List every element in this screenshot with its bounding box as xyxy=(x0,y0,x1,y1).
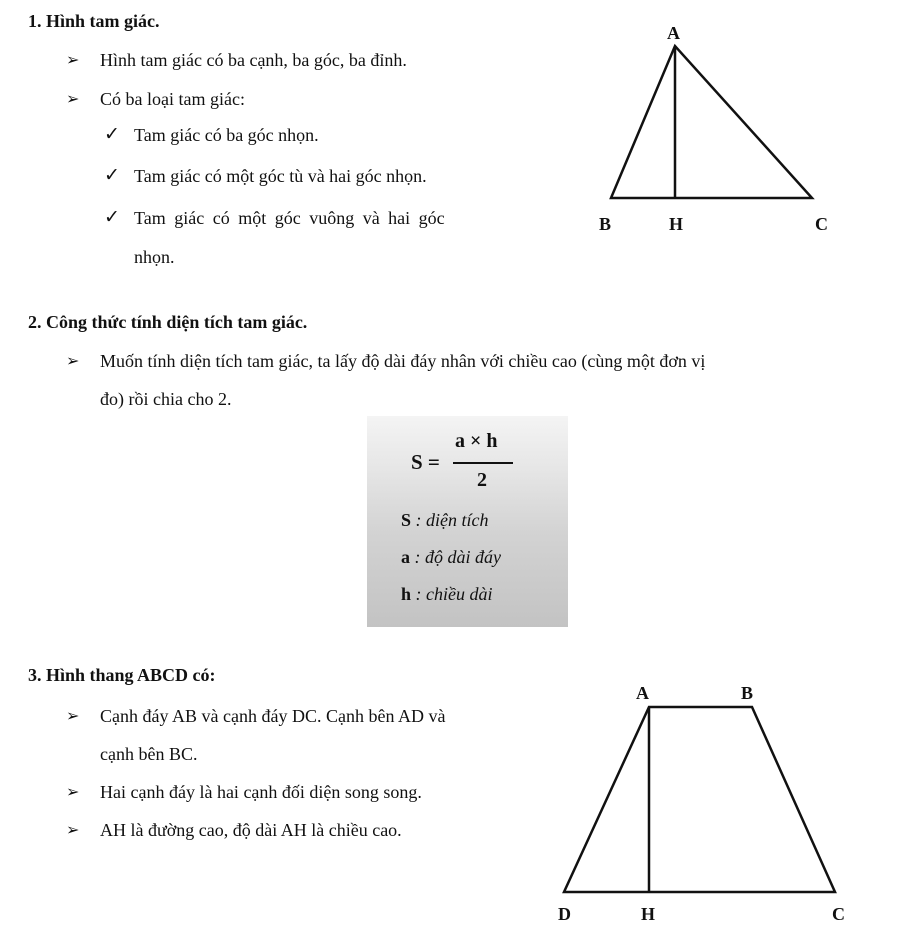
vertex-label-c: C xyxy=(815,214,828,234)
right-triangle-text-line1: Tam giác có một góc vuông và hai góc xyxy=(134,208,445,228)
trapezoid-diagram xyxy=(545,680,875,925)
arrow-bullet-icon: ➢ xyxy=(66,708,80,725)
vertex-label-h: H xyxy=(641,904,656,924)
arrow-bullet-icon: ➢ xyxy=(66,353,80,370)
obtuse-triangle-text: Tam giác có một góc tù và hai góc nhọn. xyxy=(134,166,427,186)
section-3-heading: 3. Hình thang ABCD có: xyxy=(28,665,216,685)
triangle-types-text: Có ba loại tam giác: xyxy=(100,89,245,109)
symbol-h: h xyxy=(401,584,412,604)
vertex-label-c: C xyxy=(832,904,845,924)
triangle-sides-text: Hình tam giác có ba cạnh, ba góc, ba đỉnh. xyxy=(100,50,407,70)
check-icon: ✓ xyxy=(104,207,120,228)
right-triangle-text-line2: nhọn. xyxy=(134,247,175,267)
check-icon: ✓ xyxy=(104,124,120,145)
legend-s xyxy=(401,510,489,531)
legend-h xyxy=(401,584,493,605)
formula-denominator: 2 xyxy=(477,469,487,491)
check-icon: ✓ xyxy=(104,165,120,186)
legend-s-text: : diện tích xyxy=(411,510,489,530)
fraction-bar xyxy=(453,462,513,464)
arrow-bullet-icon: ➢ xyxy=(66,52,80,69)
formula-box xyxy=(367,416,568,627)
section-1-heading: 1. Hình tam giác. xyxy=(28,11,160,31)
vertex-label-a: A xyxy=(636,683,649,703)
formula-lhs: S = xyxy=(411,450,440,474)
parallel-bases-text: Hai cạnh đáy là hai cạnh đối diện song song. xyxy=(100,782,422,802)
trapezoid-sides-text-line1: Cạnh đáy AB và cạnh đáy DC. Cạnh bên AD và xyxy=(100,706,446,726)
legend-a xyxy=(401,547,501,568)
area-rule-text-line1: Muốn tính diện tích tam giác, ta lấy độ dài đáy nhân với chiều cao (cùng một đơn vị xyxy=(100,351,706,371)
height-text: AH là đường cao, độ dài AH là chiều cao. xyxy=(100,820,402,840)
section-2-heading: 2. Công thức tính diện tích tam giác. xyxy=(28,312,308,332)
triangle-diagram xyxy=(590,20,850,245)
acute-triangle-text: Tam giác có ba góc nhọn. xyxy=(134,125,319,145)
formula-numerator: a × h xyxy=(455,430,498,452)
vertex-label-d: D xyxy=(558,904,571,924)
legend-a-text: : độ dài đáy xyxy=(410,547,501,567)
vertex-label-b: B xyxy=(599,214,612,234)
vertex-label-b: B xyxy=(741,683,754,703)
legend-h-text: : chiều dài xyxy=(411,584,493,604)
arrow-bullet-icon: ➢ xyxy=(66,91,80,108)
vertex-label-a: A xyxy=(667,23,680,43)
area-rule-text-line2: đo) rồi chia cho 2. xyxy=(100,389,232,409)
vertex-label-h: H xyxy=(669,214,684,234)
arrow-bullet-icon: ➢ xyxy=(66,822,80,839)
trapezoid-sides-text-line2: cạnh bên BC. xyxy=(100,744,198,764)
symbol-s: S xyxy=(401,510,412,530)
symbol-a: a xyxy=(401,547,410,567)
arrow-bullet-icon: ➢ xyxy=(66,784,80,801)
